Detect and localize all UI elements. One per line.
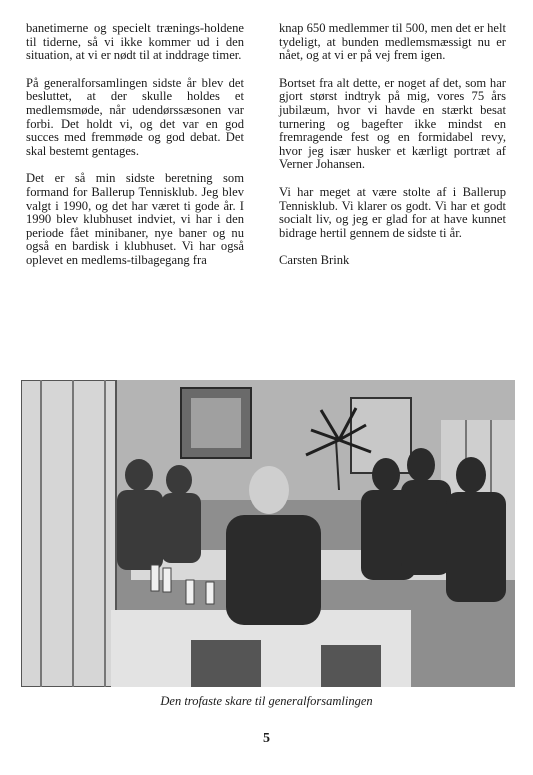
signature: Carsten Brink [279,253,350,268]
paragraph: På generalforsamlingen sidste år blev det besluttet, at der skulle holdes et medlemsmøde, når udendørssæsonen var forbi. Det holdt vi, og det var en god succes med fremmøde og god debat. Det skal bestemt gentages. [26,75,244,158]
page-number: 5 [263,731,270,746]
right-column [279,22,506,282]
photo-caption: Den trofaste skare til generalforsamlingen [160,694,373,708]
left-column [26,22,244,282]
paragraph: Det er så min sidste beretning som formand for Ballerup Tennisklub. Jeg blev valgt i 1990, og det har været ti gode år. I 1990 blev klubhuset indviet, vi har i den periode fået minibaner, nye baner og nu også en bardisk i klubhuset. Vi har også oplevet en medlems-tilbagegang fra [26,171,244,267]
meeting-photo [21,380,515,687]
meeting-photo-illustration [21,380,515,687]
paragraph: Vi har meget at være stolte af i Ballerup Tennisklub. Vi klarer os godt. Vi har et godt socialt liv, og jeg er glad for at have kunnet bidrage hertil gennem de sidste ti år. [279,184,506,240]
paragraph: banetimerne og specielt trænings-holdene til tiderne, så vi ikke kommer ud i den situation, at vi er nødt til at inddrage timer. [26,21,244,63]
paragraph: Bortset fra alt dette, er noget af det, som har gjort størst indtryk på mig, vores 75 års jubilæum, hvor vi havde en stærkt besat turnering og bagefter ikke mindst en fremragende fest og en formidabel revy, hvor jeg især husker et kærligt portræt af Verner Johansen. [279,75,506,172]
paragraph: knap 650 medlemmer til 500, men det er helt tydeligt, at bunden medlemsmæssigt nu er nået, og at vi er på vej frem igen. [279,21,506,63]
